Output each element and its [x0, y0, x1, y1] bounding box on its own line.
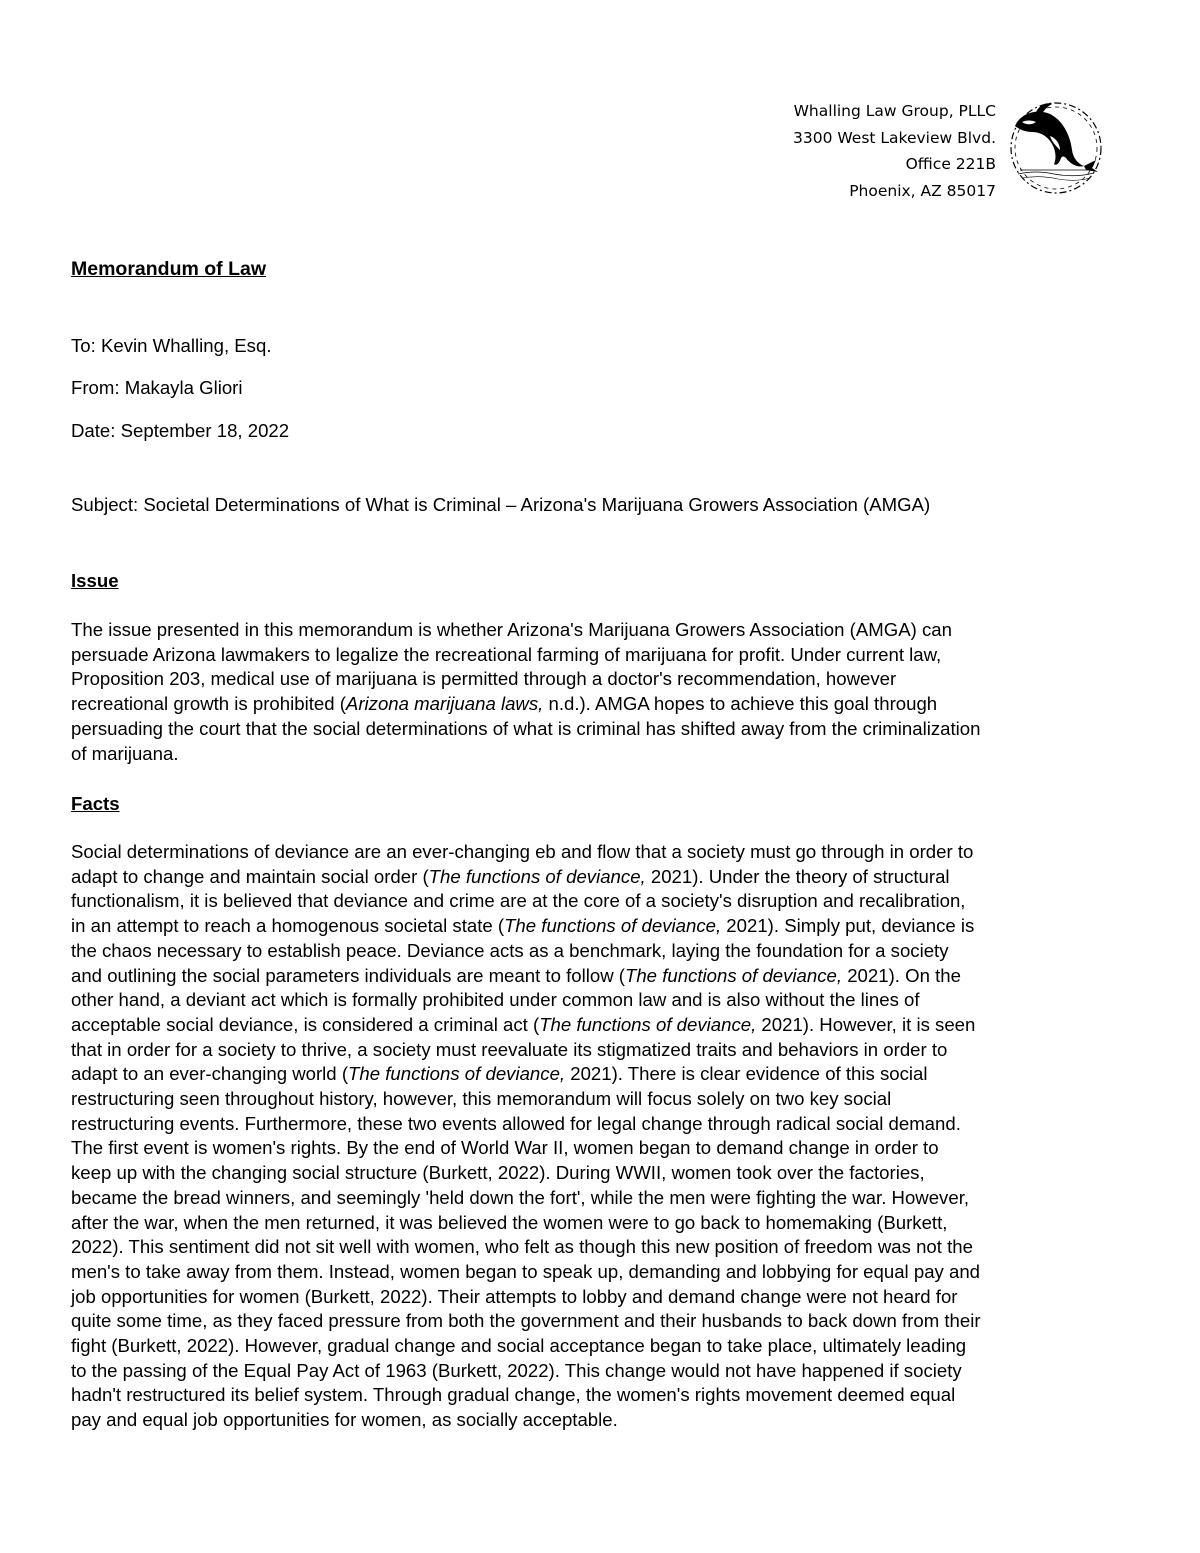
facts-citation: The functions of deviance,: [428, 865, 646, 887]
facts-heading: Facts: [71, 793, 120, 814]
facts-citation: The functions of deviance,: [624, 964, 843, 986]
memo-title: Memorandum of Law: [71, 258, 267, 280]
firm-name: Whalling Law Group, PLLC: [793, 102, 996, 120]
issue-paragraph: The issue presented in this memorandum is whether Arizona's Marijuana Growers Association (AMGA) can persuade Arizona lawmakers to legalize the recreational farming of marijuana for profit. Under current law, Proposition 203, medical use of marijuana is permitted through a doctor's recommendation, however recreational growth is prohibited (Arizona marijuana laws, n.d.). AMGA hopes to achieve this goal through persuading the court that the social determinations of what is criminal has shifted away from the criminalization of marijuana.: [71, 619, 981, 764]
facts-citation: The functions of deviance,: [539, 1013, 757, 1035]
memo-date-line: Date: September 18, 2022: [71, 420, 290, 441]
orca-logo-icon: [1006, 98, 1106, 198]
facts-citation: The functions of deviance,: [348, 1063, 566, 1085]
issue-heading: Issue: [71, 570, 119, 591]
facts-paragraph: Social determinations of deviance are an ever-changing eb and flow that a society must go through in order to adapt to change and maintain social order (The functions of deviance, 2021). Under the theory of structural functionalism, it is believed that deviance and crime are at the core of a society's disruption and recalibration, in an attempt to reach a homogenous societal state (The functions of deviance, 2021). Simply put, deviance is the chaos necessary to establish peace. Deviance acts as a benchmark, laying the foundation for a society and outlining the social parameters individuals are meant to follow (The functions of deviance, 2021). On the other hand, a deviant act which is formally prohibited under common law and is also without the lines of acceptable social deviance, is considered a criminal act (The functions of deviance, 2021). However, it is seen that in order for a society to thrive, a society must reevaluate its stigmatized traits and behaviors in order to adapt to an ever-changing world (The functions of deviance, 2021). There is clear evidence of this social restructuring seen throughout history, however, this memorandum will focus solely on two key social restructuring events. Furthermore, these two events allowed for legal change through radical social demand. The first event is women's rights. By the end of World War II, women began to demand change in order to keep up with the changing social structure (Burkett, 2022). During WWII, women took over the factories, became the bread winners, and seemingly 'held down the fort', while the men were fighting the war. However, after the war, when the men returned, it was believed the women were to go back to homemaking (Burkett, 2022). This sentiment did not sit well with women, who felt as though this new position of freedom was not the men's to take away from them. Instead, women began to speak up, demanding and lobbying for equal pay and job opportunities for women (Burkett, 2022). Their attempts to lobby and demand change were not heard for quite some time, as they faced pressure from both the government and their husbands to back down from their fight (Burkett, 2022). However, gradual change and social acceptance began to take place, ultimately leading to the passing of the Equal Pay Act of 1963 (Burkett, 2022). This change would not have happened if society hadn't restructured its belief system. Through gradual change, the women's rights movement deemed equal pay and equal job opportunities for women, as socially acceptable.: [71, 841, 981, 1431]
memo-from-line: From: Makayla Gliori: [71, 377, 243, 398]
issue-citation: Arizona marijuana laws,: [345, 693, 544, 715]
memo-subject-line: Subject: Societal Determinations of What is Criminal – Arizona's Marijuana Growers Association (AMGA): [71, 494, 931, 515]
memo-to-line: To: Kevin Whalling, Esq.: [71, 335, 272, 356]
facts-citation: The functions of deviance,: [504, 915, 722, 937]
office-number: Office 221B: [905, 155, 996, 173]
city-state-zip: Phoenix, AZ 85017: [849, 181, 996, 200]
letterhead-address: [700, 98, 996, 204]
street-address: 3300 West Lakeview Blvd.: [793, 128, 996, 147]
